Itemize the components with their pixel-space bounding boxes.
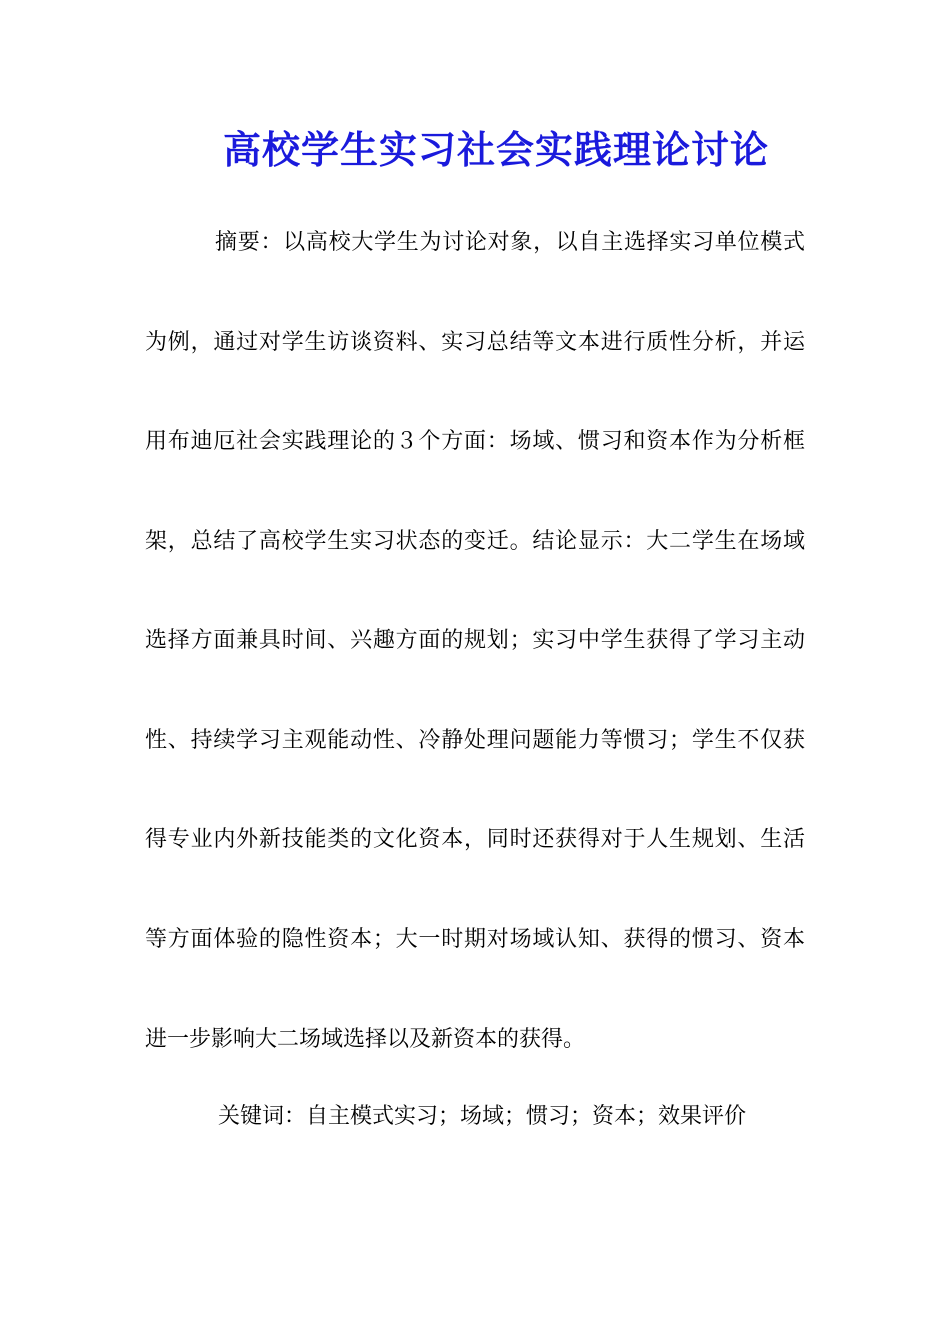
abstract-line-3: 用布迪厄社会实践理论的３个方面：场域、惯习和资本作为分析框 [145,429,805,454]
abstract-line-9: 进一步影响大二场域选择以及新资本的获得。 [145,1027,586,1052]
document-title: 高校学生实习社会实践理论讨论 [222,127,769,172]
abstract-line-5: 选择方面兼具时间、兴趣方面的规划；实习中学生获得了学习主动 [145,628,805,653]
abstract-line-4: 架，总结了高校学生实习状态的变迁。结论显示：大二学生在场域 [145,529,805,554]
abstract-line-8: 等方面体验的隐性资本；大一时期对场域认知、获得的惯习、资本 [145,927,805,952]
keywords-line: 关键词：自主模式实习；场域；惯习；资本；效果评价 [218,1104,747,1129]
abstract-line-1: 摘要：以高校大学生为讨论对象，以自主选择实习单位模式 [215,230,805,255]
abstract-line-2: 为例，通过对学生访谈资料、实习总结等文本进行质性分析，并运 [145,330,805,355]
abstract-line-7: 得专业内外新技能类的文化资本，同时还获得对于人生规划、生活 [145,827,805,852]
abstract-line-6: 性、持续学习主观能动性、冷静处理问题能力等惯习；学生不仅获 [145,728,805,753]
